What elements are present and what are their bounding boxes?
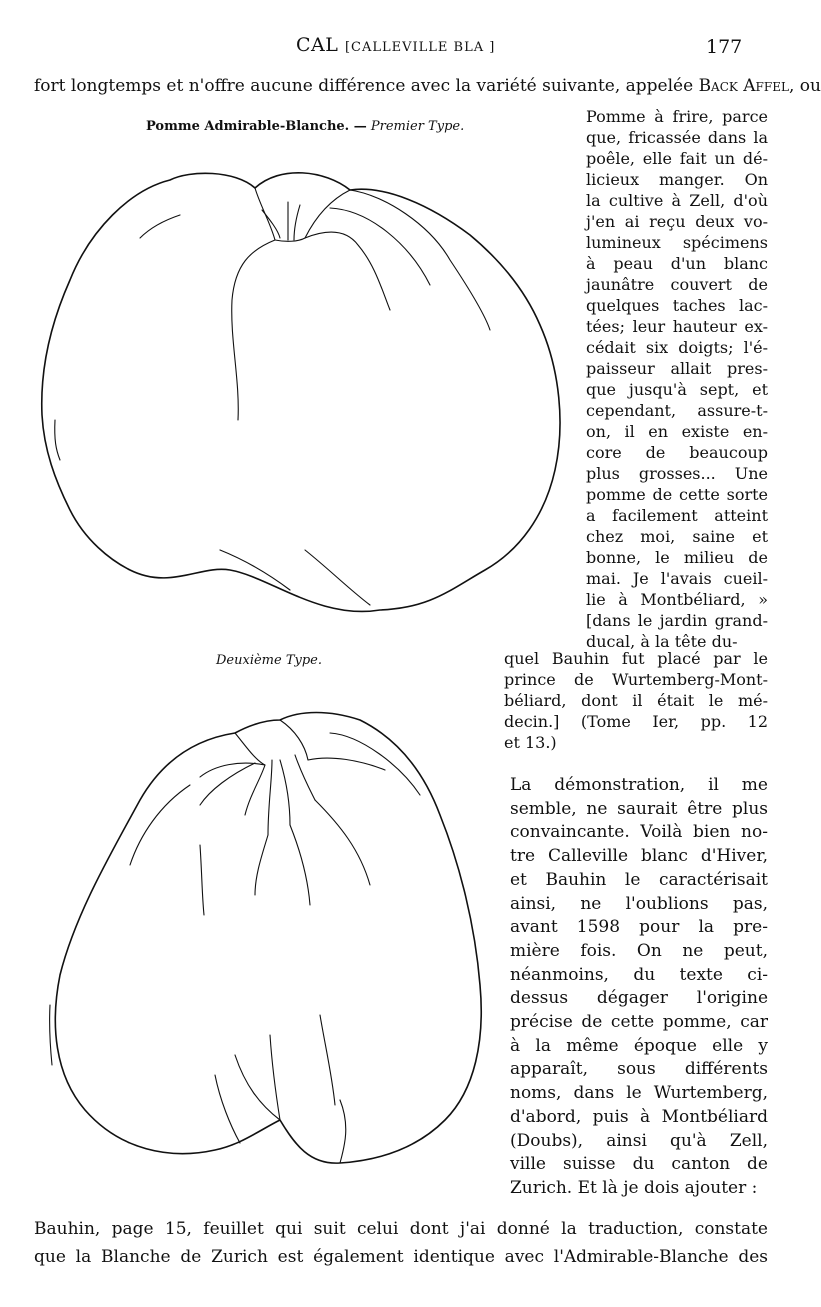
running-header [296, 34, 495, 56]
text-line: (Doubs), ainsi qu'à Zell, [510, 1130, 768, 1151]
figure1-caption-type: Premier Type. [370, 119, 465, 134]
text-line: que, fricassée dans la [586, 128, 768, 147]
text-line: ville suisse du canton de [510, 1154, 768, 1175]
header-section: CAL [296, 34, 339, 56]
middle-column-text [504, 648, 768, 753]
text-line: prince de Wurtemberg-Mont- [504, 670, 768, 689]
text-line: quelques taches lac- [586, 296, 768, 315]
text-line: d'abord, puis à Montbéliard [510, 1106, 768, 1127]
figure1-caption [146, 119, 464, 134]
text-line: poêle, elle fait un dé- [586, 149, 768, 168]
text-line: core de beaucoup [586, 443, 768, 462]
right-column-text [586, 106, 768, 652]
main-paragraph [510, 774, 768, 1201]
text-line: ducal, à la tête du- [586, 632, 738, 651]
text-line: mière fois. On ne peut, [510, 940, 768, 961]
text-line: pomme de cette sorte [586, 485, 768, 504]
text-line: j'en ai reçu deux vo- [586, 212, 768, 231]
first-line-text: fort longtemps et n'offre aucune différence avec la variété suivante, appelée [34, 76, 699, 96]
text-line: et 13.) [504, 733, 557, 752]
text-line: on, il en existe en- [586, 422, 768, 441]
text-line: [dans le jardin grand- [586, 611, 768, 630]
text-line: noms, dans le Wurtemberg, [510, 1083, 768, 1104]
text-line: la cultive à Zell, d'où [586, 191, 768, 210]
text-line: béliard, dont il était le mé- [504, 691, 768, 710]
text-line: cédait six doigts; l'é- [586, 338, 768, 357]
first-line [34, 78, 821, 95]
first-line-smallcaps: Back Affel [698, 76, 789, 96]
text-line: a facilement atteint [586, 506, 768, 525]
text-line: que jusqu'à sept, et [586, 380, 768, 399]
text-line: cependant, assure-t- [586, 401, 768, 420]
apple-drawing-first-type [30, 150, 580, 630]
text-line: paisseur allait pres- [586, 359, 768, 378]
page-number: 177 [706, 36, 743, 58]
text-line: Bauhin, page 15, feuillet qui suit celui dont j'ai donné la traduction, constate [34, 1219, 768, 1239]
text-line: Zurich. Et là je dois ajouter : [510, 1177, 758, 1198]
text-line: lumineux spécimens [586, 233, 768, 252]
text-line: chez moi, saine et [586, 527, 768, 546]
apple-drawing-second-type [40, 705, 510, 1175]
text-line: à la même époque elle y [510, 1035, 768, 1056]
text-line: lie à Montbéliard, » [586, 590, 768, 609]
text-line: decin.] (Tome Ier, pp. 12 [504, 712, 768, 731]
text-line: licieux manger. On [586, 170, 768, 189]
text-line: Pomme à frire, parce [586, 107, 768, 126]
text-line: quel Bauhin fut placé par le [504, 649, 768, 668]
text-line: avant 1598 pour la pre- [510, 917, 768, 938]
text-line: La démonstration, il me [510, 775, 768, 795]
text-line: à peau d'un blanc [586, 254, 768, 273]
text-line: dessus dégager l'origine [510, 988, 768, 1009]
text-line: tées; leur hauteur ex- [586, 317, 768, 336]
text-line: bonne, le milieu de [586, 548, 768, 567]
text-line: tre Calleville blanc d'Hiver, [510, 846, 768, 867]
text-line: apparaît, sous différents [510, 1059, 768, 1080]
text-line: plus grosses... Une [586, 464, 768, 483]
text-line: convaincante. Voilà bien no- [510, 822, 768, 843]
text-line: que la Blanche de Zurich est également identique avec l'Admirable-Blanche des [34, 1247, 768, 1267]
text-line: semble, ne saurait être plus [510, 798, 768, 819]
first-line-end: , ou [788, 76, 821, 96]
figure1-caption-title: Pomme Admirable-Blanche. — [146, 119, 367, 134]
text-line: précise de cette pomme, car [510, 1012, 768, 1033]
text-line: ainsi, ne l'oublions pas, [510, 893, 768, 914]
text-line: jaunâtre couvert de [586, 275, 768, 294]
text-line: mai. Je l'avais cueil- [586, 569, 768, 588]
text-line: et Bauhin le caractérisait [510, 869, 768, 890]
header-running-head: [CALLEVILLE BLA ] [344, 40, 496, 55]
text-line: néanmoins, du texte ci- [510, 964, 768, 985]
figure2-caption: Deuxième Type. [216, 653, 322, 668]
bottom-lines [34, 1215, 768, 1271]
